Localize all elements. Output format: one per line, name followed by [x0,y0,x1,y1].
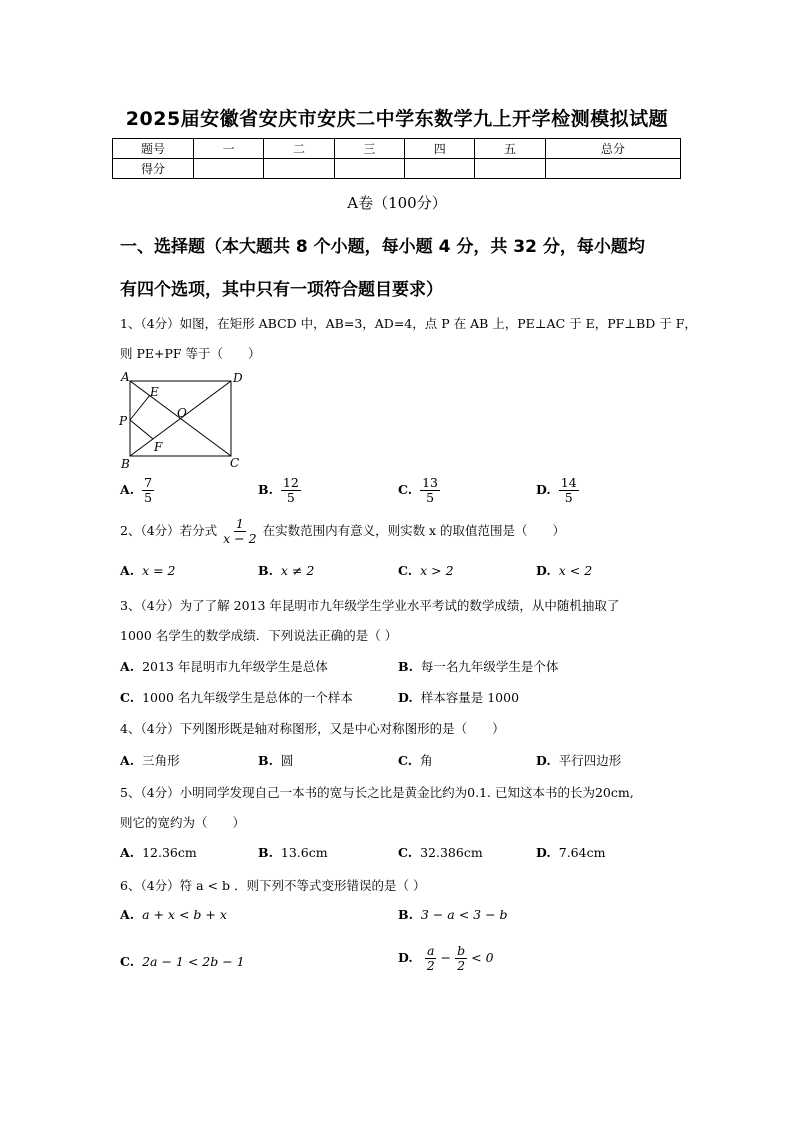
q2-fraction: $\frac{1}{x - 2}$ [223,516,257,546]
score-header-cell: 题号 [113,139,194,159]
score-input-cell[interactable] [545,159,680,179]
label-b: B [121,457,130,471]
score-input-cell[interactable] [194,159,264,179]
fraction: $\frac{13}{5}$ [422,475,438,505]
q4-option-a[interactable]: A. 三角形 [120,753,180,768]
q2-stem: 2、（4分）若分式 $\frac{1}{x - 2}$ 在实数范围内有意义，则实数 x 的取值范围是（ ） [120,516,566,546]
fraction: $\frac{a}{2}$ [426,943,435,973]
q4-option-c[interactable]: C. 角 [398,753,433,768]
label-a: A [121,370,130,384]
q5-option-b[interactable]: B. 13.6cm [258,845,328,860]
q1-stem-line2: 则 PE+PF 等于（ ） [120,346,261,361]
q2-option-d[interactable]: D. x < 2 [536,563,593,578]
label-p: P [119,414,128,428]
part1-heading-line1: 一、选择题（本大题共 8 个小题，每小题 4 分，共 32 分，每小题均 [120,237,645,257]
q5-option-d[interactable]: D. 7.64cm [536,845,606,860]
score-input-cell[interactable] [475,159,545,179]
score-table-score-row [113,159,681,179]
score-header-cell: 总分 [545,139,680,159]
q1-option-b[interactable]: B. $\frac{12}{5}$ [258,475,299,505]
label-e: E [150,385,159,399]
q5-option-c[interactable]: C. 32.386cm [398,845,483,860]
q5-option-a[interactable]: A. 12.36cm [120,845,197,860]
fraction: $\frac{12}{5}$ [282,475,299,505]
fraction: $\frac{7}{5}$ [144,475,153,505]
score-header-cell: 五 [475,139,545,159]
q5-stem-line2: 则它的宽约为（ ） [120,815,246,830]
q3-option-c[interactable]: C. 1000 名九年级学生是总体的一个样本 [120,690,353,705]
fraction: $\frac{14}{5}$ [560,475,577,505]
q1-option-c[interactable]: C. $\frac{13}{5}$ [398,475,438,505]
fraction: $\frac{b}{2}$ [457,943,466,973]
q2-option-c[interactable]: C. x > 2 [398,563,454,578]
q1-option-a[interactable]: A. $\frac{7}{5}$ [120,475,153,505]
exam-title: 2025届安徽省安庆市安庆二中学东数学九上开学检测模拟试题 [125,108,669,130]
q3-option-d[interactable]: D. 样本容量是 1000 [398,690,520,705]
score-header-cell: 四 [405,139,475,159]
part1-heading-line2: 有四个选项，其中只有一项符合题目要求） [120,280,443,300]
q2-option-b[interactable]: B. x ≠ 2 [258,563,315,578]
score-row-label: 得分 [113,159,194,179]
q1-stem-line1: 1、（4分）如图，在矩形 ABCD 中，AB=3，AD=4，点 P 在 AB 上，PE⊥AC 于 E，PF⊥BD 于 F， [120,316,697,331]
q4-stem: 4、（4分）下列图形既是轴对称图形，又是中心对称图形的是（ ） [120,721,505,736]
label-d: D [233,371,243,385]
q6-stem: 6、（4分）符 a < b ．则下列不等式变形错误的是（ ） [120,878,426,893]
label-o: O [177,406,187,420]
segment-pe [130,395,150,420]
q3-stem-line2: 1000 名学生的数学成绩．下列说法正确的是（ ） [120,628,398,643]
q3-stem-line1: 3、（4分）为了了解 2013 年昆明市九年级学生学业水平考试的数学成绩，从中随机抽取了 [120,598,620,613]
q4-option-b[interactable]: B. 圆 [258,753,294,768]
q6-option-a[interactable]: A. a + x < b + x [120,907,227,922]
q3-option-b[interactable]: B. 每一名九年级学生是个体 [398,659,559,674]
q3-option-a[interactable]: A. 2013 年昆明市九年级学生是总体 [120,659,328,674]
q6-option-b[interactable]: B. 3 − a < 3 − b [398,907,508,922]
q1-option-d[interactable]: D. $\frac{14}{5}$ [536,475,577,505]
score-header-cell: 三 [334,139,404,159]
score-table [112,138,681,179]
section-title: A卷（100分） [347,194,447,212]
score-input-cell[interactable] [405,159,475,179]
q6-option-d[interactable]: D. $\frac{a}{2}$ − $\frac{b}{2}$ < 0 [398,943,494,973]
score-header-cell: 二 [264,139,334,159]
score-header-cell: 一 [194,139,264,159]
label-f: F [154,440,163,454]
q5-stem-line1: 5、（4分）小明同学发现自己一本书的宽与长之比是黄金比约为0.1. 已知这本书的长为20cm, [120,785,634,800]
q2-option-a[interactable]: A. x = 2 [120,563,176,578]
q4-option-d[interactable]: D. 平行四边形 [536,753,622,768]
score-input-cell[interactable] [264,159,334,179]
q6-option-c[interactable]: C. 2a − 1 < 2b − 1 [120,954,245,969]
score-table-header-row [113,139,681,159]
q1-rectangle-figure [116,368,251,473]
segment-pf [130,420,153,439]
score-input-cell[interactable] [334,159,404,179]
label-c: C [230,456,240,470]
